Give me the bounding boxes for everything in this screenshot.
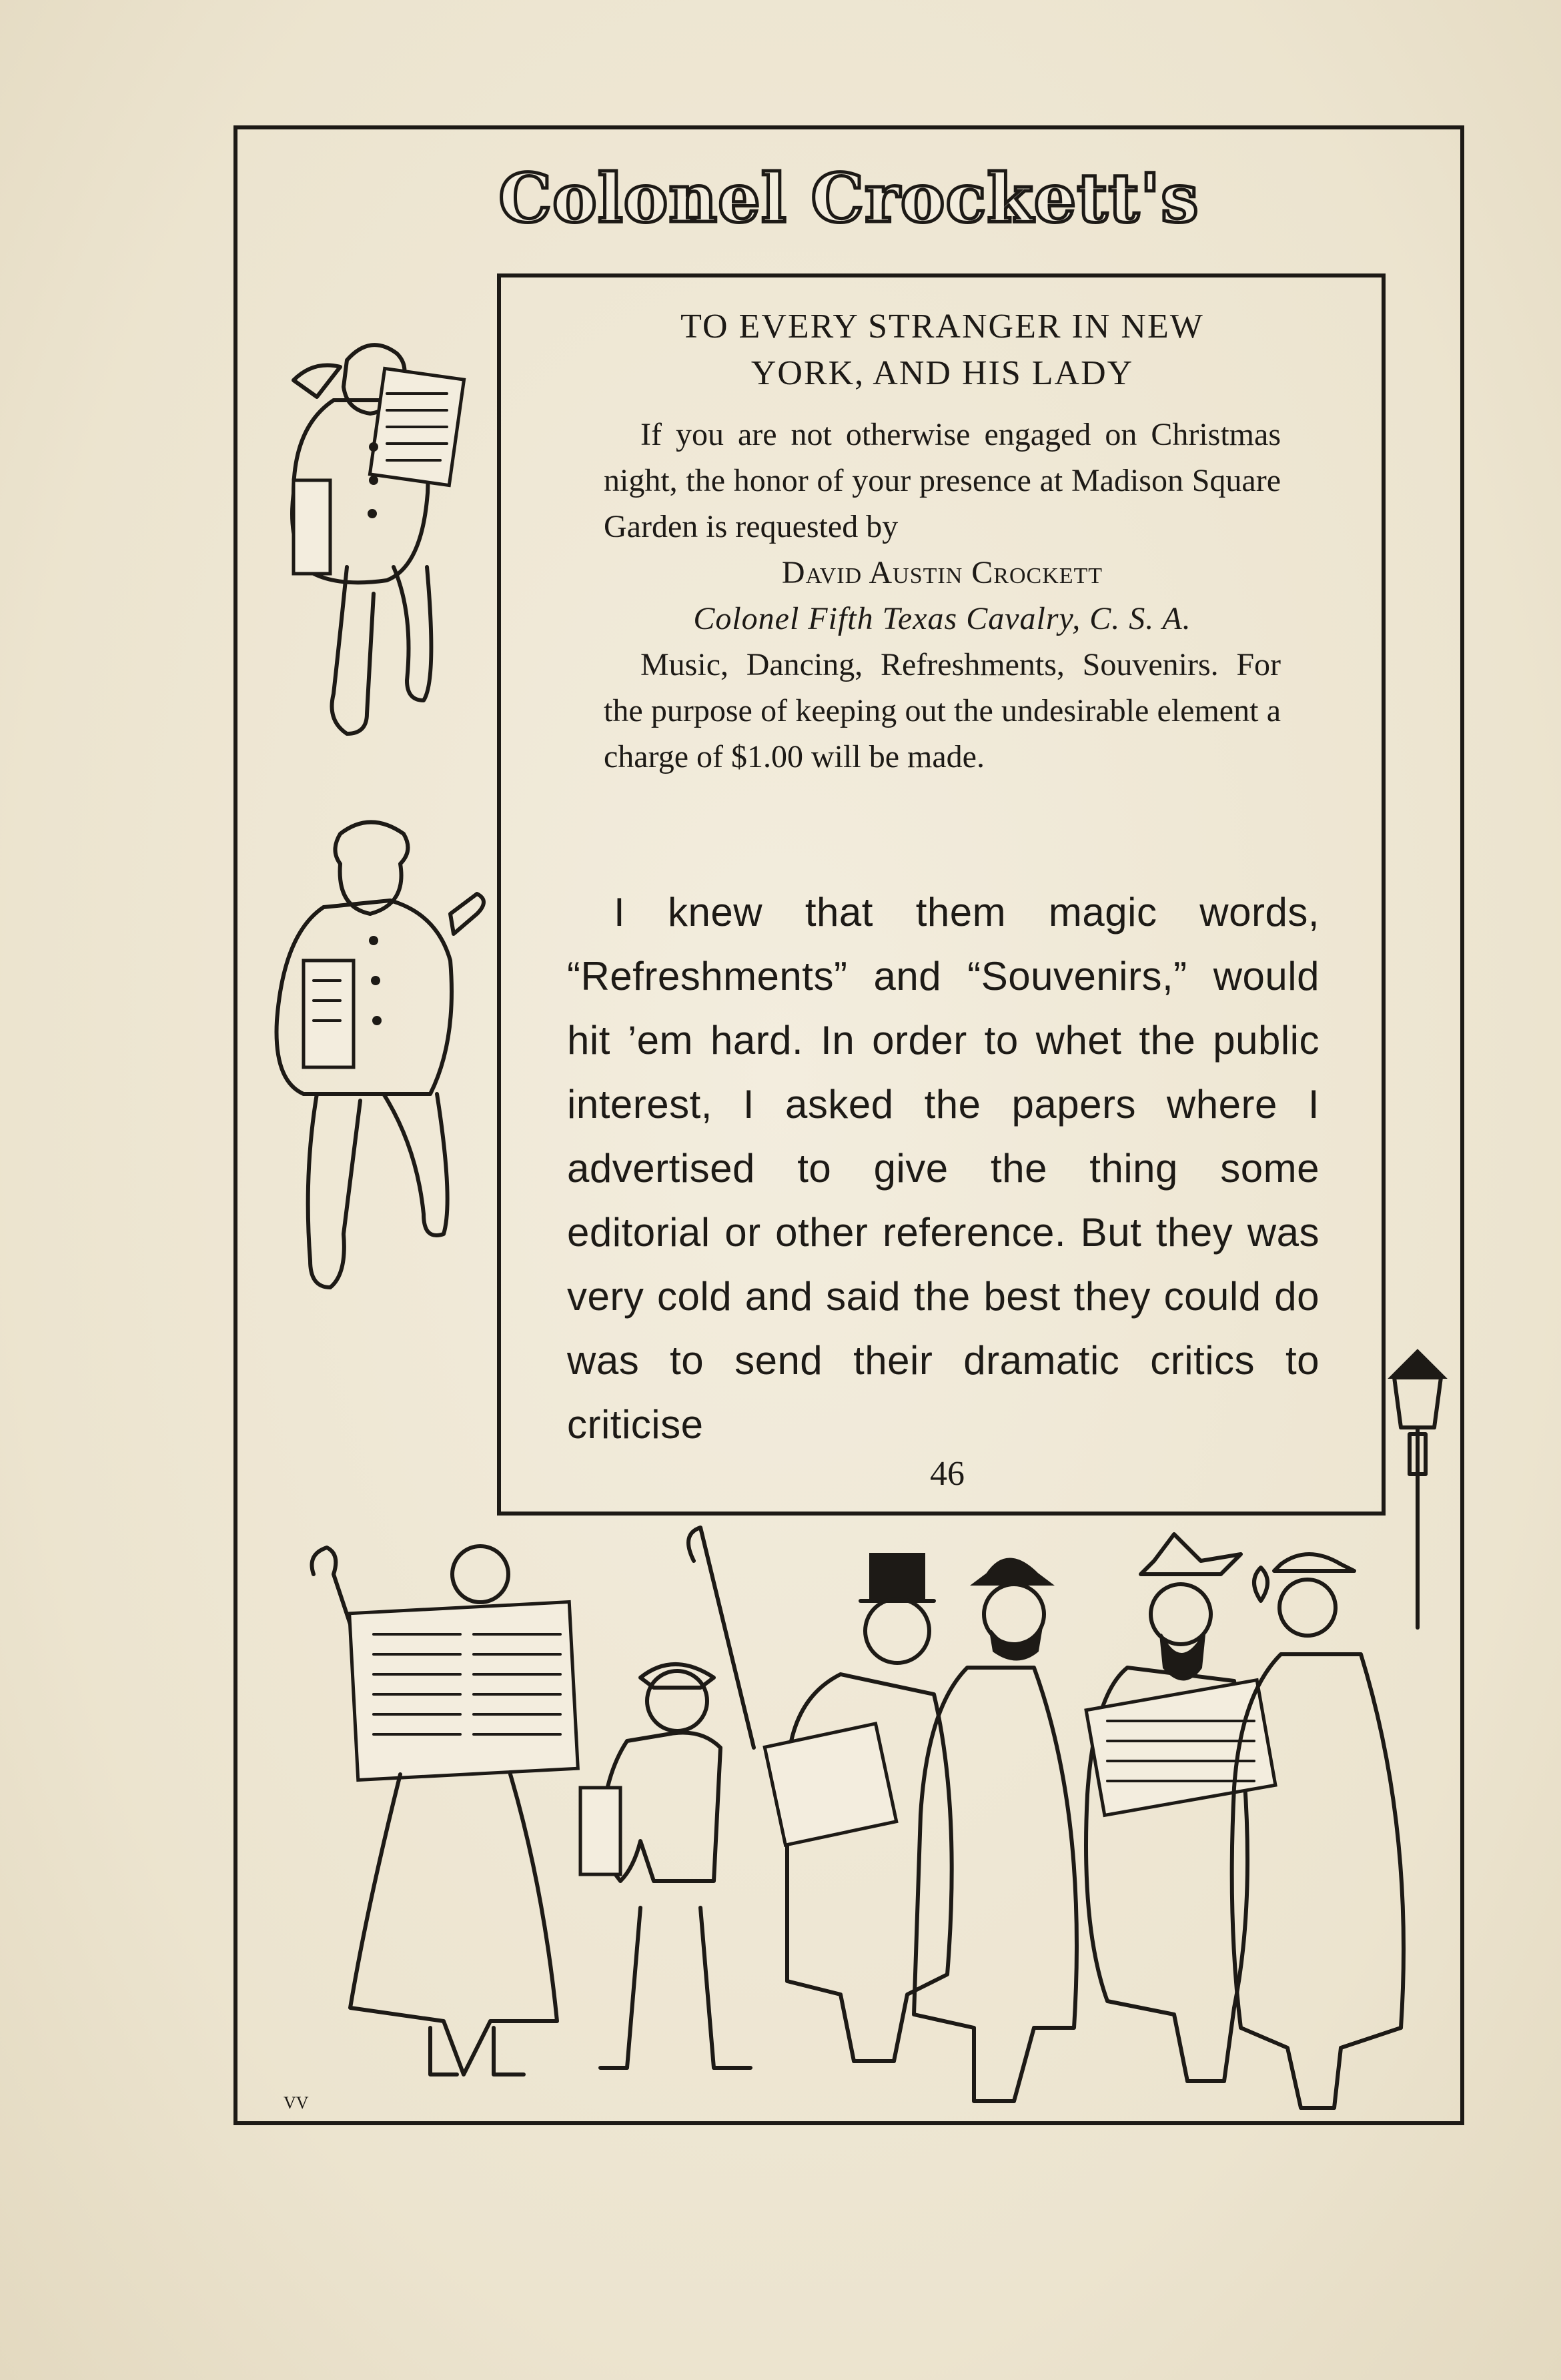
page-number: 46 xyxy=(930,1455,965,1493)
notice-signature-name: David Austin Crockett xyxy=(781,555,1103,590)
notice-heading-line1: TO EVERY STRANGER IN NEW xyxy=(680,308,1204,346)
notice-signature-title: Colonel Fifth Texas Cavalry, C. S. A. xyxy=(693,601,1191,636)
body-paragraph: I knew that them magic words, “Refreshments” and “Souvenirs,” would hit ’em hard. In order to whet the public interest, I asked the papers where I advertised to give the thing some editorial or other reference. But they was very cold and said the best they could do was to send their dramatic critics to criticise xyxy=(567,890,1320,1447)
notice-heading-line2: YORK, AND HIS LADY xyxy=(750,354,1134,392)
notice-paragraph-invitation: If you are not otherwise engaged on Christmas night, the honor of your presence at Madison Square Garden is requested by xyxy=(604,417,1281,544)
newsboy-illustration-middle xyxy=(250,807,497,1327)
running-head: Colonel Crockett's xyxy=(498,159,1199,237)
illustrator-initials: VV xyxy=(284,2093,309,2113)
advertisement-notice xyxy=(604,304,1281,780)
notice-heading xyxy=(604,304,1281,397)
newsboy-illustration-top xyxy=(247,320,487,760)
notice-paragraph-details: Music, Dancing, Refreshments, Souvenirs. For the purpose of keeping out the undesirable element a charge of $1.00 will be made. xyxy=(604,647,1281,774)
crowd-reading-newspapers-illustration xyxy=(307,1521,1454,2121)
